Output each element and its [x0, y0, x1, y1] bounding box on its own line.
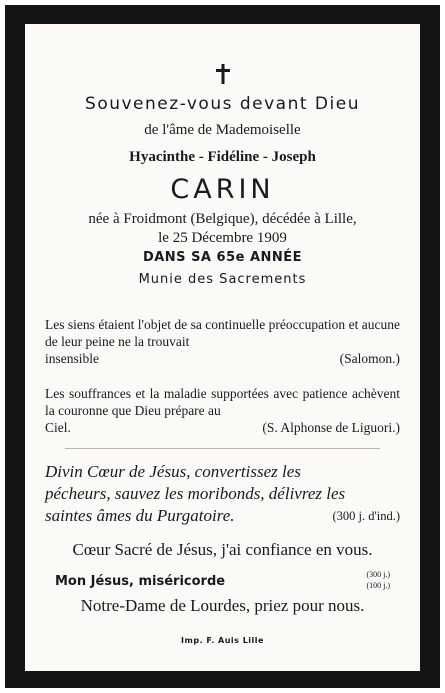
prayer-misericorde — [55, 569, 390, 591]
birth-death-line2: le 25 Décembre 1909 — [158, 230, 287, 246]
age-line: DANS SA 65e ANNÉE — [142, 250, 303, 265]
memorial-card — [5, 5, 440, 688]
soul-line: de l'âme de Mademoiselle — [144, 122, 301, 138]
printer-credit: Imp. F. Auis Lille — [181, 636, 264, 645]
prayer-line: saintes âmes du Purgatoire. (300 j. d'ind.) — [45, 506, 400, 525]
quote-citation: (Salomon.) — [339, 351, 400, 366]
quote-liguori — [45, 385, 400, 436]
prayer-line: Divin Cœur de Jésus, convertissez les — [45, 462, 301, 481]
prayer-divin-coeur — [45, 461, 400, 527]
quote-text: Les siens étaient l'objet de sa continuelle préoccupation et aucune de leur peine ne la trouvait — [45, 317, 400, 349]
quote-salomon — [45, 316, 400, 367]
card-body — [25, 24, 420, 671]
card-title: Souvenez-vous devant Dieu — [85, 94, 360, 114]
cross-icon — [25, 64, 420, 89]
indulgence-note: (300 j. d'ind.) — [332, 509, 400, 523]
prayer-lourdes: Notre-Dame de Lourdes, priez pour nous. — [80, 596, 365, 615]
quote-citation: (S. Alphonse de Liguori.) — [262, 420, 400, 435]
quote-last-word: Ciel. — [45, 420, 71, 435]
quote-text: Les souffrances et la maladie supportées avec patience achèvent la couronne que Dieu prépare au — [45, 386, 400, 418]
first-names: Hyacinthe - Fidéline - Joseph — [129, 149, 316, 165]
divider — [65, 448, 380, 450]
sacraments-line: Munie des Sacrements — [138, 272, 307, 287]
quote-end-row — [45, 419, 400, 436]
birth-death-line1: née à Froidmont (Belgique), décédée à Lille, — [88, 211, 357, 227]
quote-end-row — [45, 350, 400, 367]
prayer-line: pécheurs, sauvez les moribonds, délivrez les — [45, 484, 346, 503]
surname: CARIN — [170, 174, 275, 205]
quote-last-word: insensible — [45, 351, 99, 366]
indulgence-values: (300 j.) (100 j.) — [366, 570, 390, 590]
prayer-text: Mon Jésus, miséricorde — [55, 574, 226, 589]
prayer-coeur-sacre: Cœur Sacré de Jésus, j'ai confiance en vous. — [72, 540, 373, 559]
birth-death-info — [25, 210, 420, 248]
